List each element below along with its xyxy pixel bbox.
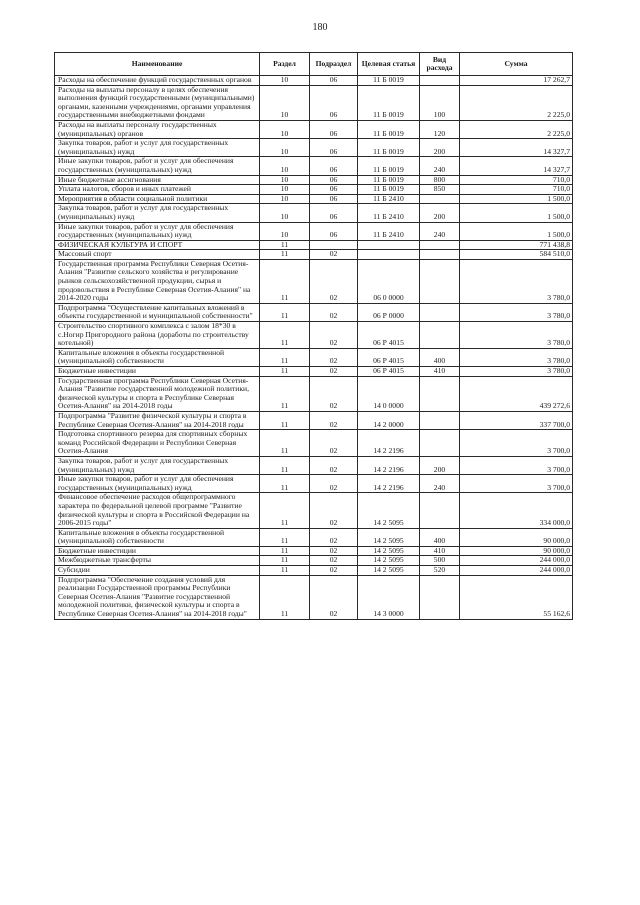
row-podrazdel: 06 [310,157,358,175]
row-celevaya-statya: 14 2 5095 [358,546,420,556]
table-row [55,204,573,222]
row-razdel: 10 [260,204,310,222]
table-row [55,157,573,175]
row-vid-rashoda: 410 [420,367,460,377]
row-razdel: 11 [260,575,310,619]
row-razdel: 11 [260,546,310,556]
table-row [55,85,573,120]
row-vid-rashoda: 240 [420,475,460,493]
row-razdel: 11 [260,566,310,576]
row-podrazdel: 06 [310,120,358,138]
row-celevaya-statya [358,250,420,260]
row-summa: 334 000,0 [460,493,573,528]
row-name: Мероприятия в области социальной политики [55,194,260,204]
row-podrazdel: 02 [310,556,358,566]
row-razdel: 10 [260,76,310,86]
row-summa: 17 262,7 [460,76,573,86]
row-podrazdel: 02 [310,376,358,411]
row-vid-rashoda [420,322,460,349]
row-celevaya-statya: 14 2 5095 [358,528,420,546]
header-razdel: Раздел [260,53,310,76]
table-row [55,367,573,377]
row-name: Капитальные вложения в объекты государственной (муниципальной) собственности [55,528,260,546]
row-razdel: 11 [260,475,310,493]
row-razdel: 11 [260,430,310,457]
row-summa: 771 438,8 [460,240,573,250]
row-razdel: 11 [260,376,310,411]
table-row [55,430,573,457]
row-vid-rashoda: 120 [420,120,460,138]
row-razdel: 10 [260,157,310,175]
row-summa: 244 000,0 [460,566,573,576]
row-podrazdel: 02 [310,546,358,556]
row-podrazdel: 06 [310,175,358,185]
row-name: Подпрограмма "Осуществление капитальных вложений в объекты государственной и муниципальной собственности" [55,303,260,321]
row-vid-rashoda: 410 [420,546,460,556]
row-celevaya-statya: 14 2 2196 [358,456,420,474]
row-name: Строительство спортивного комплекса с залом 18*30 в с.Ногир Пригородного района (доработы по строительству котельной) [55,322,260,349]
row-summa: 90 000,0 [460,546,573,556]
row-summa: 55 162,6 [460,575,573,619]
table-header-row [55,53,573,76]
budget-table [54,52,573,620]
row-celevaya-statya: 06 Р 4015 [358,348,420,366]
row-name: ФИЗИЧЕСКАЯ КУЛЬТУРА И СПОРТ [55,240,260,250]
row-summa: 3 780,0 [460,303,573,321]
table-row [55,575,573,619]
row-podrazdel: 02 [310,566,358,576]
row-summa: 3 700,0 [460,456,573,474]
row-celevaya-statya: 06 Р 4015 [358,367,420,377]
row-name: Подготовка спортивного резерва для спортивных сборных команд Российской Федерации и Республики Северная Осетия-Алания [55,430,260,457]
row-podrazdel: 06 [310,185,358,195]
row-celevaya-statya: 11 Б 0019 [358,120,420,138]
row-name: Государственная программа Республики Северная Осетия-Алания "Развитие сельского хозяйства и регулирование рынков сельскохозяйственной продукции, сырья и продовольствия в Республике Северная Осетия-Алания" на 2014-2020 годы [55,259,260,303]
row-razdel: 10 [260,85,310,120]
header-podrazdel: Подраздел [310,53,358,76]
row-summa: 14 327,7 [460,139,573,157]
row-razdel: 10 [260,222,310,240]
row-summa: 710,0 [460,185,573,195]
row-name: Иные закупки товаров, работ и услуг для обеспечения государственных (муниципальных) нужд [55,475,260,493]
row-podrazdel: 02 [310,348,358,366]
row-razdel: 11 [260,240,310,250]
row-podrazdel: 06 [310,139,358,157]
table-row [55,528,573,546]
row-celevaya-statya: 14 2 0000 [358,411,420,429]
row-razdel: 11 [260,322,310,349]
row-celevaya-statya: 14 0 0000 [358,376,420,411]
table-row [55,556,573,566]
table-row [55,376,573,411]
row-summa: 3 780,0 [460,259,573,303]
row-vid-rashoda [420,493,460,528]
row-summa: 439 272,6 [460,376,573,411]
row-razdel: 10 [260,194,310,204]
table-row [55,185,573,195]
row-razdel: 11 [260,259,310,303]
row-podrazdel: 02 [310,250,358,260]
row-vid-rashoda [420,430,460,457]
row-podrazdel: 06 [310,204,358,222]
table-row [55,322,573,349]
table-body [55,76,573,620]
row-name: Иные закупки товаров, работ и услуг для обеспечения государственных (муниципальных) нужд [55,222,260,240]
row-summa: 2 225,0 [460,85,573,120]
row-podrazdel: 02 [310,259,358,303]
row-vid-rashoda: 400 [420,348,460,366]
row-summa: 3 700,0 [460,430,573,457]
row-vid-rashoda: 400 [420,528,460,546]
table-row [55,76,573,86]
row-vid-rashoda: 850 [420,185,460,195]
table-row [55,139,573,157]
row-podrazdel: 06 [310,194,358,204]
row-name: Государственная программа Республики Северная Осетия-Алания "Развитие государственной молодежной политики, физической культуры и спорта в Республике Северная Осетия-Алания" на 2014-2018 годы [55,376,260,411]
row-name: Расходы на выплаты персоналу государственных (муниципальных) органов [55,120,260,138]
table-row [55,240,573,250]
row-vid-rashoda [420,194,460,204]
row-razdel: 11 [260,348,310,366]
row-vid-rashoda [420,250,460,260]
row-podrazdel: 02 [310,303,358,321]
row-summa: 710,0 [460,175,573,185]
row-celevaya-statya: 14 3 0000 [358,575,420,619]
row-razdel: 11 [260,493,310,528]
row-summa: 3 780,0 [460,348,573,366]
row-podrazdel: 02 [310,367,358,377]
row-podrazdel: 02 [310,493,358,528]
row-celevaya-statya: 14 2 5095 [358,556,420,566]
table-row [55,222,573,240]
row-celevaya-statya: 11 Б 2410 [358,204,420,222]
row-name: Закупка товаров, работ и услуг для государственных (муниципальных) нужд [55,204,260,222]
row-name: Капитальные вложения в объекты государственной (муниципальной) собственности [55,348,260,366]
row-celevaya-statya: 11 Б 2410 [358,222,420,240]
row-podrazdel: 06 [310,76,358,86]
table-row [55,348,573,366]
header-vid-rashoda: Вид расхода [420,53,460,76]
row-celevaya-statya: 11 Б 2410 [358,194,420,204]
row-razdel: 11 [260,411,310,429]
header-name: Наименование [55,53,260,76]
row-vid-rashoda: 100 [420,85,460,120]
row-celevaya-statya: 11 Б 0019 [358,157,420,175]
row-summa: 3 700,0 [460,475,573,493]
row-summa: 1 500,0 [460,194,573,204]
row-celevaya-statya: 06 Р 0000 [358,303,420,321]
row-summa: 337 700,0 [460,411,573,429]
row-vid-rashoda: 200 [420,456,460,474]
row-vid-rashoda: 240 [420,157,460,175]
row-name: Подпрограмма "Обеспечение создания условий для реализации Государственной программы Республики Северная Осетия-Алания "Развитие государственной молодежной политики, физической культуры и спорта в Республике Северная Осетия-Алания" на 2014-2018 годы" [55,575,260,619]
row-name: Расходы на обеспечение функций государственных органов [55,76,260,86]
page-number: 180 [312,22,328,33]
row-summa: 90 000,0 [460,528,573,546]
row-celevaya-statya: 14 2 2196 [358,430,420,457]
table-row [55,120,573,138]
row-celevaya-statya: 11 Б 0019 [358,139,420,157]
row-name: Закупка товаров, работ и услуг для государственных (муниципальных) нужд [55,456,260,474]
row-name: Уплата налогов, сборов и иных платежей [55,185,260,195]
row-vid-rashoda: 200 [420,139,460,157]
row-name: Закупка товаров, работ и услуг для государственных (муниципальных) нужд [55,139,260,157]
row-vid-rashoda: 800 [420,175,460,185]
row-vid-rashoda: 500 [420,556,460,566]
header-summa: Сумма [460,53,573,76]
row-summa: 3 780,0 [460,367,573,377]
table-row [55,475,573,493]
row-vid-rashoda [420,303,460,321]
header-celevaya-statya: Целевая статья [358,53,420,76]
row-celevaya-statya: 11 Б 0019 [358,175,420,185]
row-name: Бюджетные инвестиции [55,367,260,377]
row-vid-rashoda [420,376,460,411]
row-podrazdel: 02 [310,456,358,474]
row-podrazdel: 06 [310,85,358,120]
row-razdel: 11 [260,367,310,377]
row-celevaya-statya: 11 Б 0019 [358,85,420,120]
row-podrazdel: 02 [310,528,358,546]
row-celevaya-statya: 11 Б 0019 [358,185,420,195]
row-celevaya-statya: 14 2 5095 [358,493,420,528]
row-razdel: 11 [260,303,310,321]
row-razdel: 10 [260,139,310,157]
row-vid-rashoda [420,259,460,303]
row-razdel: 10 [260,185,310,195]
row-razdel: 10 [260,120,310,138]
row-name: Иные бюджетные ассигнования [55,175,260,185]
row-celevaya-statya: 14 2 5095 [358,566,420,576]
row-summa: 1 500,0 [460,222,573,240]
table-row [55,566,573,576]
row-razdel: 10 [260,175,310,185]
row-name: Субсидии [55,566,260,576]
row-name: Массовый спорт [55,250,260,260]
row-razdel: 11 [260,456,310,474]
row-vid-rashoda: 240 [420,222,460,240]
row-celevaya-statya: 06 Р 4015 [358,322,420,349]
row-celevaya-statya: 11 Б 0019 [358,76,420,86]
row-vid-rashoda: 520 [420,566,460,576]
row-podrazdel: 06 [310,222,358,240]
row-vid-rashoda [420,575,460,619]
row-summa: 584 510,0 [460,250,573,260]
row-podrazdel: 02 [310,430,358,457]
row-razdel: 11 [260,250,310,260]
row-name: Иные закупки товаров, работ и услуг для обеспечения государственных (муниципальных) нужд [55,157,260,175]
row-vid-rashoda [420,76,460,86]
row-celevaya-statya [358,240,420,250]
row-name: Межбюджетные трансферты [55,556,260,566]
row-summa: 1 500,0 [460,204,573,222]
row-vid-rashoda: 200 [420,204,460,222]
row-podrazdel: 02 [310,475,358,493]
table-row [55,456,573,474]
table-row [55,493,573,528]
table-row [55,259,573,303]
row-razdel: 11 [260,556,310,566]
row-razdel: 11 [260,528,310,546]
row-name: Расходы на выплаты персоналу в целях обеспечения выполнения функций государственными (муниципальными) органами, казенными учреждениями, органами управления государственными внебюджетными фондами [55,85,260,120]
table-row [55,303,573,321]
row-podrazdel: 02 [310,411,358,429]
row-summa: 3 780,0 [460,322,573,349]
row-celevaya-statya: 14 2 2196 [358,475,420,493]
row-podrazdel: 02 [310,575,358,619]
row-podrazdel: 02 [310,322,358,349]
row-summa: 14 327,7 [460,157,573,175]
row-summa: 2 225,0 [460,120,573,138]
row-celevaya-statya: 06 0 0000 [358,259,420,303]
row-name: Финансовое обеспечение расходов общепрограммного характера по федеральной целевой программе "Развитие физической культуры и спорта в Российской Федерации на 2006-2015 годы" [55,493,260,528]
table-row [55,250,573,260]
row-name: Подпрограмма "Развитие физической культуры и спорта в Республике Северная Осетия-Алания" на 2014-2018 годы [55,411,260,429]
table-row [55,411,573,429]
row-vid-rashoda [420,411,460,429]
row-summa: 244 000,0 [460,556,573,566]
row-vid-rashoda [420,240,460,250]
row-name: Бюджетные инвестиции [55,546,260,556]
